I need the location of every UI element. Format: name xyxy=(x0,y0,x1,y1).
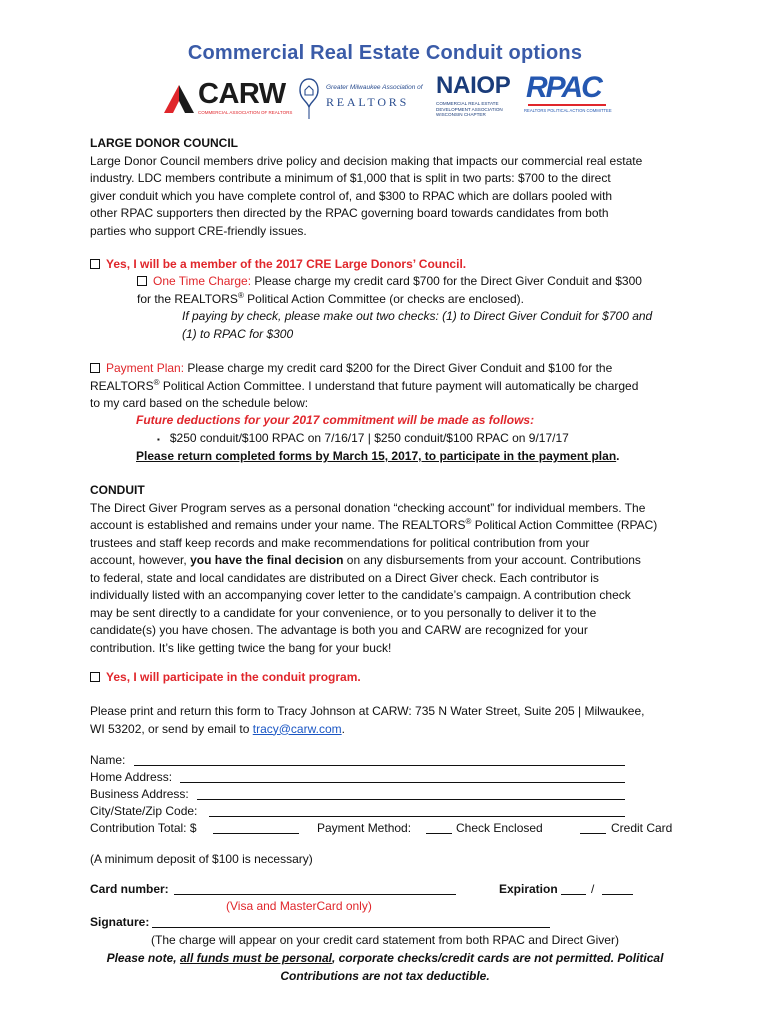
check-enclosed-blank[interactable] xyxy=(426,821,452,834)
gmar-crest-icon xyxy=(298,77,320,121)
expiration-month-field[interactable] xyxy=(561,882,586,895)
one-time-charge-checkbox[interactable] xyxy=(137,276,147,286)
final-note: Please note, all funds must be personal, corporate checks/credit cards are not permitted. Political Contributions are not tax deductible. xyxy=(106,951,664,983)
ldc-section xyxy=(90,135,680,240)
contact-form xyxy=(90,752,680,837)
carw-mark-icon xyxy=(162,82,196,116)
home-address-row: Home Address: xyxy=(90,769,680,786)
conduit-section xyxy=(90,482,680,657)
business-address-row: Business Address: xyxy=(90,786,680,803)
name-field[interactable] xyxy=(134,753,625,766)
rpac-underline xyxy=(528,104,606,106)
check-instructions: If paying by check, please make out two checks: (1) to Direct Giver Conduit for $700 and (1) to RPAC for $300 xyxy=(182,309,653,341)
card-types-note: (Visa and MasterCard only) xyxy=(226,899,372,913)
conduit-participate-option: Yes, I will participate in the conduit program. xyxy=(90,669,680,687)
logo-strip xyxy=(160,71,620,124)
card-number-field[interactable] xyxy=(174,882,456,895)
return-deadline-note: Please return completed forms by March 15, 2017, to participate in the payment plan. xyxy=(136,449,620,463)
contribution-row: Contribution Total: $ Payment Method: Check Enclosed Credit Card xyxy=(90,821,673,835)
ldc-member-checkbox[interactable] xyxy=(90,259,100,269)
name-row: Name: xyxy=(90,752,680,769)
naiop-logo: NAIOP COMMERCIAL REAL ESTATE DEVELOPMENT ASSOCIATION WISCONSIN CHAPTER xyxy=(436,72,511,117)
ldc-member-option: Yes, I will be a member of the 2017 CRE Large Donors’ Council. xyxy=(90,256,680,274)
signature-row: Signature: xyxy=(90,914,680,931)
business-address-field[interactable] xyxy=(197,787,625,800)
min-deposit-note: (A minimum deposit of $100 is necessary) xyxy=(90,852,313,866)
expiration-year-field[interactable] xyxy=(602,882,633,895)
one-time-charge-option: One Time Charge: Please charge my credit card $700 for the Direct Giver Conduit and $300 for the REALTORS® Political Action Committee (or checks are enclosed). xyxy=(137,274,642,306)
email-link[interactable]: tracy@carw.com xyxy=(252,721,342,736)
payment-schedule xyxy=(136,412,681,466)
ldc-heading: LARGE DONOR COUNCIL xyxy=(90,136,238,150)
contribution-total-field[interactable] xyxy=(213,821,299,834)
schedule-item: ▪ $250 conduit/$100 RPAC on 7/16/17 | $250 conduit/$100 RPAC on 9/17/17 xyxy=(157,430,569,445)
signature-field[interactable] xyxy=(152,915,550,928)
return-instructions: Please print and return this form to Tracy Johnson at CARW: 735 N Water Street, Suite 205 | Milwaukee, WI 53202, or send by email to tracy@carw.com. xyxy=(90,704,645,736)
ldc-paragraph: Large Donor Council members drive policy and decision making that impacts our commercial real estate industry. LDC members contribute a minimum of $1,000 that is split in two parts: $700 to the direct giver conduit which you have complete control of, and $300 to RPAC which are dollars pooled with other RPAC supporters then directed by the RPAC governing board towards candidates from both parties who support CRE-friendly issues. xyxy=(90,153,643,238)
home-address-field[interactable] xyxy=(180,770,625,783)
credit-card-blank[interactable] xyxy=(580,821,606,834)
conduit-heading: CONDUIT xyxy=(90,483,145,497)
city-row: City/State/Zip Code: xyxy=(90,803,680,820)
future-deductions-heading: Future deductions for your 2017 commitment will be made as follows: xyxy=(136,413,535,427)
carw-logo: CARW COMMERCIAL ASSOCIATION OF REALTORS xyxy=(160,74,288,124)
city-field[interactable] xyxy=(209,804,625,817)
payment-plan-option: Payment Plan: Please charge my credit card $200 for the Direct Giver Conduit and $100 for the REALTORS® Political Action Committee. I understand that future payment will automatically be charged to my card based on the schedule below: xyxy=(90,361,639,410)
conduit-paragraph: The Direct Giver Program serves as a personal donation “checking account” for individual members. The account is established and remains under your name. The REALTORS® Political Action Committee (RPAC) trustees and staff keep records and make recommendations for political contribution from your account, however, you have the final decision on any disbursements from your account. Contributions to federal, state and local candidates are distributed on a Direct Giver check. Each contributor is individually listed with an accompanying cover letter to the candidate’s campaign. A contribution check may be sent directly to a candidate for your convenience, or to you personally to deliver it to the candidate(s) you have chosen. The advantage is both you and CARW are recognized for your contribution. It’s like getting twice the bang for your buck! xyxy=(90,500,658,655)
rpac-logo: RPAC REALTORS POLITICAL ACTION COMMITTEE xyxy=(524,71,612,113)
card-number-row: Card number: Expiration / xyxy=(90,881,680,898)
page-title: Commercial Real Estate Conduit options xyxy=(187,42,583,64)
conduit-participate-checkbox[interactable] xyxy=(90,672,100,682)
statement-note: (The charge will appear on your credit card statement from both RPAC and Direct Giver) xyxy=(151,933,619,947)
payment-plan-checkbox[interactable] xyxy=(90,363,100,373)
gmar-logo: Greater Milwaukee Association of REALTORS xyxy=(298,74,426,124)
